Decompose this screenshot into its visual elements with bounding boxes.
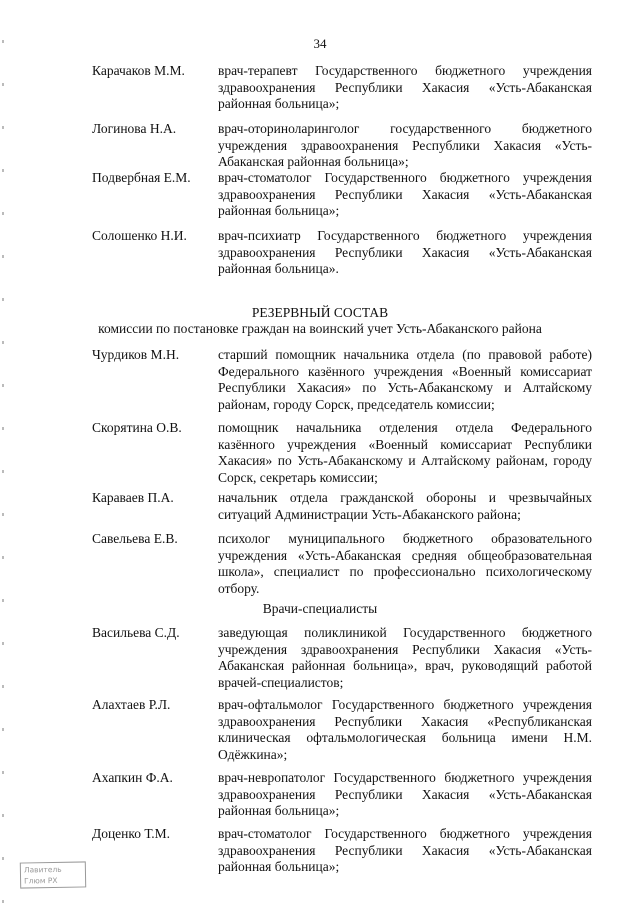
list-item: [92, 826, 592, 876]
person-name: Подвербная Е.М.: [92, 170, 191, 185]
section-title: РЕЗЕРВНЫЙ СОСТАВ: [251, 305, 389, 320]
person-position: старший помощник начальника отдела (по правовой работе) Федерального казённого учреждения «Военный комиссариат Республики Хакасия» по Усть-Абаканскому и Алтайскому районам, городу Сорск, председатель комиссии;: [218, 347, 592, 412]
list-item: [92, 625, 592, 691]
section-subtitle: комиссии по постановке граждан на воинский учет Усть-Абаканского района: [98, 321, 542, 336]
person-name: Савельева Е.В.: [92, 531, 178, 546]
person-name: Доценко Т.М.: [92, 826, 171, 841]
person-name: Васильева С.Д.: [92, 625, 180, 640]
list-item: [92, 770, 592, 820]
list-item: [92, 228, 592, 278]
person-position: врач-оториноларинголог государственного бюджетного учреждения здравоохранения Республики Хакасия «Усть-Абаканская районная больница»;: [218, 121, 592, 169]
list-item: [92, 170, 592, 220]
subsection-title: Врачи-специалисты: [262, 601, 378, 616]
person-position: заведующая поликлиникой Государственного бюджетного учреждения здравоохранения Республики Хакасия «Усть-Абаканская районная больница», врач, руководящий работой врачей-специалистов;: [218, 625, 592, 690]
stamp: Лавитель Глюм РХ: [20, 861, 86, 888]
person-position: помощник начальника отделения отдела Федерального казённого учреждения «Военный комиссариат Республики Хакасия» по Усть-Абаканскому и Алтайскому районам, городу Сорск, секретарь комиссии;: [218, 420, 592, 485]
person-position: врач-стоматолог Государственного бюджетного учреждения здравоохранения Республики Хакасия «Усть-Абаканская районная больница»;: [218, 170, 592, 218]
person-position: врач-терапевт Государственного бюджетного учреждения здравоохранения Республики Хакасия «Усть-Абаканская районная больница»;: [218, 63, 592, 111]
person-name: Скорятина О.В.: [92, 420, 182, 435]
person-position: врач-стоматолог Государственного бюджетного учреждения здравоохранения Республики Хакасия «Усть-Абаканская районная больница»;: [218, 826, 592, 874]
person-name: Ахапкин Ф.А.: [92, 770, 173, 785]
list-item: [92, 63, 592, 113]
person-position: начальник отдела гражданской обороны и чрезвычайных ситуаций Администрации Усть-Абаканского района;: [218, 490, 592, 522]
list-item: [92, 420, 592, 486]
list-item: [92, 697, 592, 763]
page-number: 34: [313, 36, 327, 51]
person-name: Караваев П.А.: [92, 490, 174, 505]
person-name: Логинова Н.А.: [92, 121, 177, 136]
person-name: Солошенко Н.И.: [92, 228, 187, 243]
person-name: Карачаков М.М.: [92, 63, 185, 78]
person-name: Алахтаев Р.Л.: [92, 697, 171, 712]
scan-edge-marks: [2, 0, 4, 905]
list-item: [92, 347, 592, 413]
list-item: [92, 531, 592, 597]
person-position: врач-невропатолог Государственного бюджетного учреждения здравоохранения Республики Хакасия «Усть-Абаканская районная больница»;: [218, 770, 592, 818]
person-position: врач-психиатр Государственного бюджетного учреждения здравоохранения Республики Хакасия «Усть-Абаканская районная больница».: [218, 228, 592, 276]
person-name: Чурдиков М.Н.: [92, 347, 180, 362]
list-item: [92, 121, 592, 171]
person-position: психолог муниципального бюджетного образовательного учреждения «Усть-Абаканская средняя общеобразовательная школа», специалист по профессионально психологическому отбору.: [218, 531, 592, 596]
list-item: [92, 490, 592, 523]
person-position: врач-офтальмолог Государственного бюджетного учреждения здравоохранения Республики Хакасия «Республиканская клиническая офтальмологическая больница имени Н.М. Одёжкина»;: [218, 697, 592, 762]
